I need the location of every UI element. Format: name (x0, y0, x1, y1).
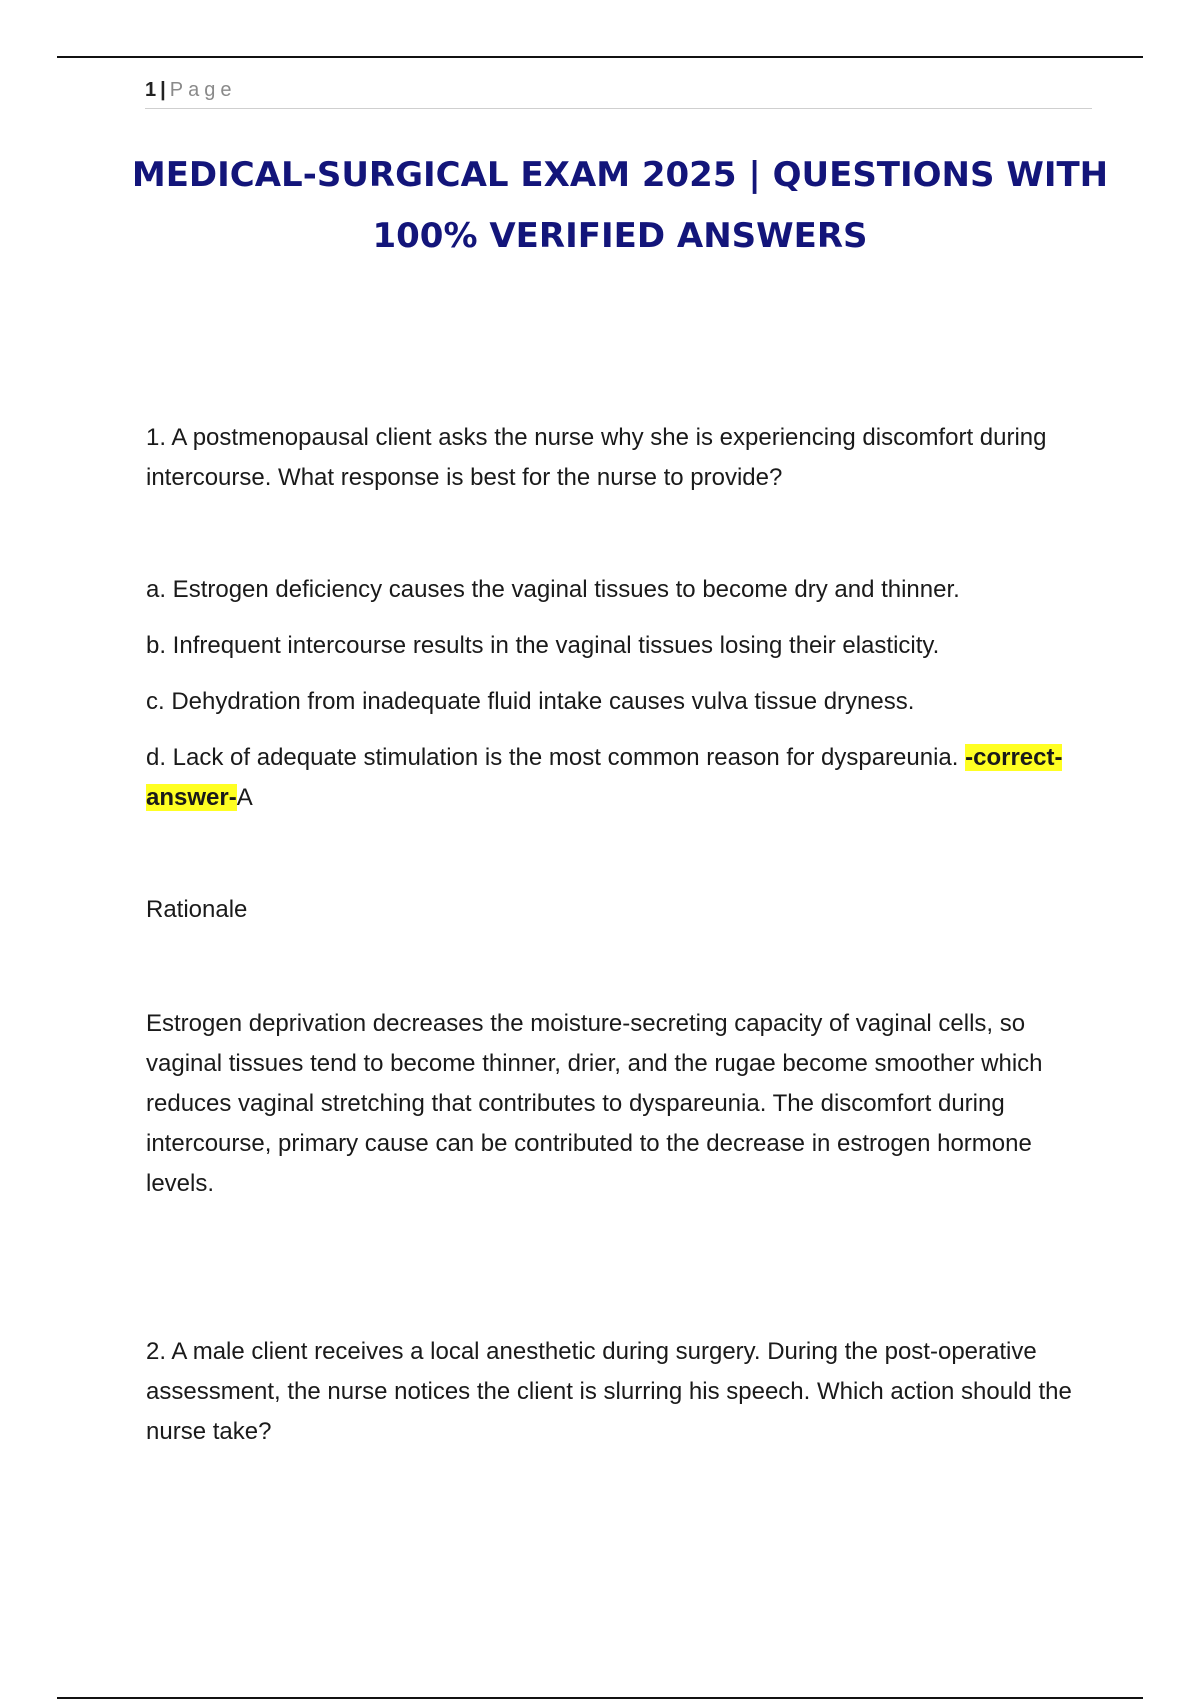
page-header (145, 76, 1092, 109)
correct-answer-marker: -correct-answer- (146, 744, 1063, 811)
correct-answer-value: A (236, 784, 253, 811)
question-1-text: 1. A postmenopausal client asks the nurse why she is experiencing discomfort during intercourse. What response is best for the nurse to provide? (146, 424, 1047, 491)
option-d-text: d. Lack of adequate stimulation is the most common reason for dyspareunia. (146, 744, 959, 771)
rationale-heading-block (146, 890, 1096, 930)
option-a: a. Estrogen deficiency causes the vaginal tissues to become dry and thinner. (146, 576, 960, 603)
rationale-block (146, 1004, 1096, 1204)
question-2-text: 2. A male client receives a local anesthetic during surgery. During the post-operative assessment, the nurse notices the client is slurring his speech. Which action should the nurse take? (146, 1338, 1072, 1445)
option-d (146, 738, 1096, 818)
bottom-rule (57, 1697, 1143, 1699)
rationale-heading: Rationale (146, 896, 248, 923)
question-1-options (146, 570, 1096, 834)
option-c: c. Dehydration from inadequate fluid intake causes vulva tissue dryness. (146, 688, 915, 715)
top-rule (57, 56, 1143, 58)
option-b: b. Infrequent intercourse results in the vaginal tissues losing their elasticity. (146, 632, 940, 659)
document-title: MEDICAL-SURGICAL EXAM 2025 | QUESTIONS WITH 100% VERIFIED ANSWERS (131, 155, 1109, 256)
page-number: 1 (145, 79, 157, 101)
page-label: Page (169, 79, 237, 101)
rationale-text: Estrogen deprivation decreases the moisture-secreting capacity of vaginal cells, so vaginal tissues tend to become thinner, drier, and the rugae become smoother which reduces vaginal stretching that contributes to dyspareunia. The discomfort during intercourse, primary cause can be contributed to the decrease in estrogen hormone levels. (146, 1010, 1043, 1197)
page-separator: | (160, 79, 166, 101)
question-2 (146, 1332, 1096, 1452)
question-1 (146, 418, 1096, 498)
